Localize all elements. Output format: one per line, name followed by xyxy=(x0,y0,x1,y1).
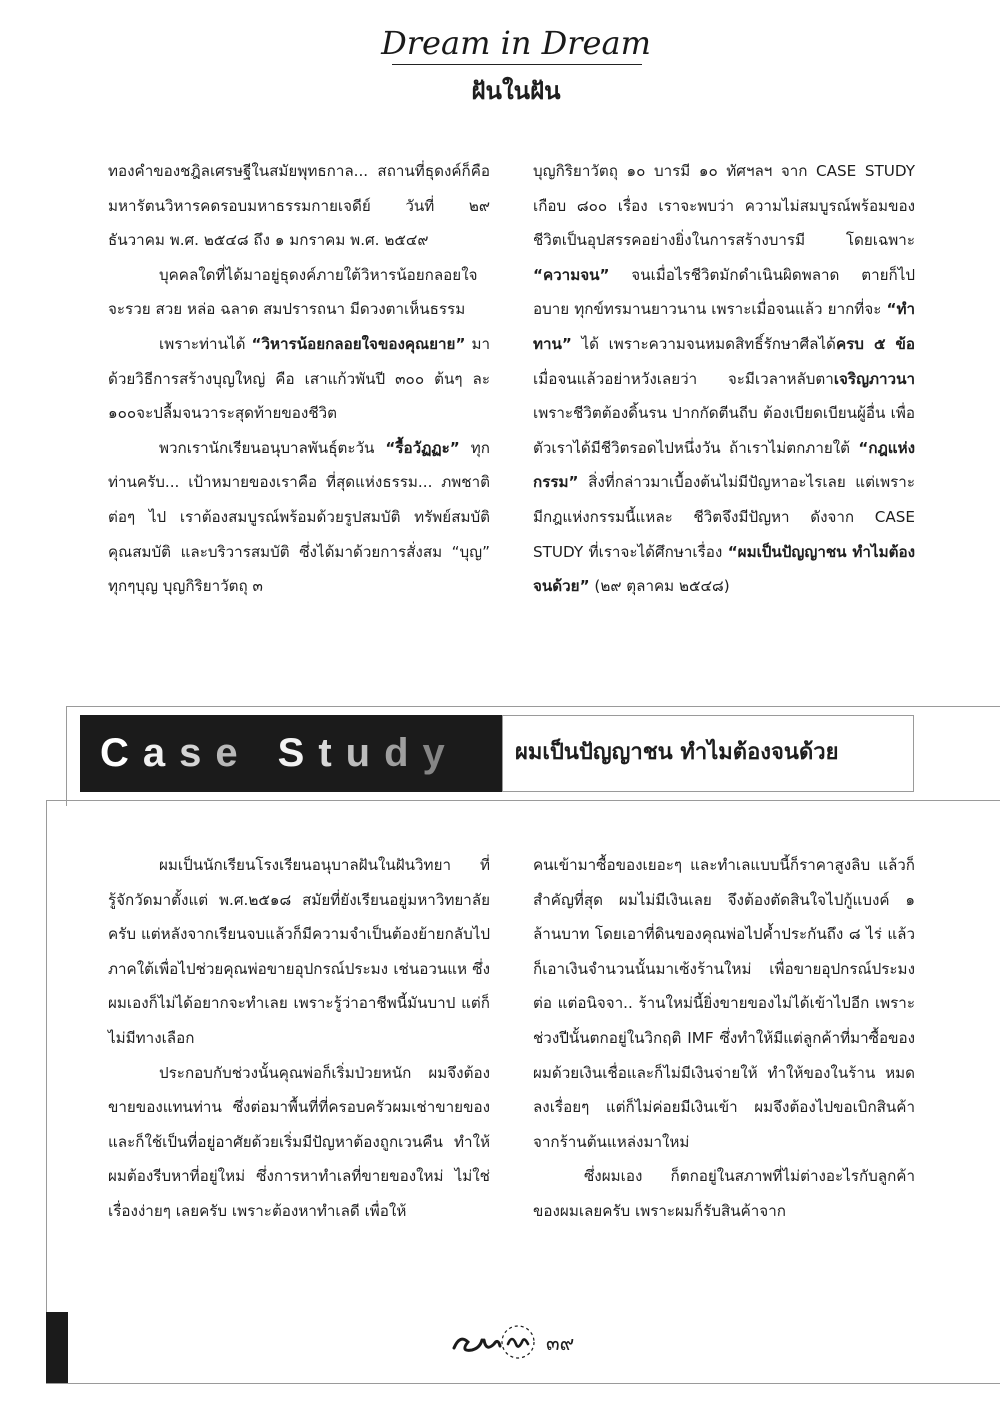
paragraph: ทองคำของชฎิลเศรษฐีในสมัยพุทธกาล... สถานที่ธุดงค์ก็คือ มหารัตนวิหารคดรอบมหาธรรมกายเจดีย์ วันที่ ๒๙ ธันวาคม พ.ศ. ๒๕๔๘ ถึง ๑ มกราคม พ.ศ. ๒๕๔๙ xyxy=(108,162,490,250)
text-run: ได้ เพราะความจนหมดสิทธิ์รักษาศีลได้ xyxy=(571,334,836,353)
case-study-letter: y xyxy=(422,731,445,775)
bottom-right-column xyxy=(533,848,915,1229)
page-footer xyxy=(450,1318,610,1368)
case-study-letter: d xyxy=(384,731,409,775)
magazine-subtitle: ฝันในฝัน xyxy=(471,77,561,105)
text-run: เมื่อจนแล้วอย่าหวังเลยว่า จะมีเวลาหลับตา xyxy=(533,369,834,388)
footer-bar xyxy=(46,1312,68,1384)
case-study-heading xyxy=(100,729,459,777)
case-study-letter: u xyxy=(345,731,371,775)
magazine-logo-icon xyxy=(450,1318,538,1364)
bottom-left-column xyxy=(108,848,490,1229)
text-run: จนเมื่อไรชีวิตมักดำเนินผิดพลาด ตายก็ไปอบาย ทุกข์ทรมานยาวนาน เพราะเมื่อจนแล้ว ยากที่จะ xyxy=(533,265,915,319)
page-number: ๓๙ xyxy=(546,1331,575,1355)
text-run: มาด้วยวิธีการสร้างบุญใหญ่ คือ เสาแก้วพันปี ๓๐๐ ต้นๆ ละ ๑๐๐จะปลื้มจนวาระสุดท้ายของชีวิต xyxy=(108,334,490,423)
case-study-letter: C xyxy=(100,731,129,775)
paragraph xyxy=(108,431,490,604)
bold-text: “วิหารน้อยกลอยใจของคุณยาย” xyxy=(251,334,466,353)
bold-text: “ความจน” xyxy=(533,265,610,284)
bold-text: “กฎแห่งกรรม” xyxy=(533,438,915,492)
case-study-letter: a xyxy=(142,731,166,775)
text-run: บุญกิริยาวัตถุ ๑๐ บารมี ๑๐ ทัศฯลฯ จาก CASE STUDY เกือบ ๘๐๐ เรื่อง เราจะพบว่า ความไม่สมบูรณ์พร้อมของชีวิตเป็นอุปสรรคอย่างยิ่งในการสร้างบารมี โดยเฉพาะ xyxy=(533,162,915,250)
case-study-title-box xyxy=(502,715,914,792)
top-right-column xyxy=(533,154,915,604)
bold-text: ครบ ๕ ข้อ xyxy=(835,334,915,353)
title-underline xyxy=(392,64,642,65)
section-frame-top xyxy=(66,706,1000,707)
paragraph: ผมเป็นนักเรียนโรงเรียนอนุบาลฝันในฝันวิทยา ที่รู้จักวัดมาตั้งแต่ พ.ศ.๒๕๑๘ สมัยที่ยังเรียนอยู่มหาวิทยาลัยครับ แต่หลังจากเรียนจบแล้วก็มีความจำเป็นต้องย้ายกลับไปภาคใต้เพื่อไปช่วยคุณพ่อขายอุปกรณ์ประมง เช่นอวนแห ซึ่งผมเองก็ไม่ได้อยากจะทำเลย เพราะรู้ว่าอาชีพนี้มันบาป แต่ก็ไม่มีทางเลือก xyxy=(108,856,490,1047)
lower-frame-top xyxy=(46,800,1000,801)
bold-text: “รื้อวัฏฏะ” xyxy=(385,438,460,457)
paragraph xyxy=(533,154,915,604)
bold-text: “ทำทาน” xyxy=(533,300,915,353)
case-study-letter: s xyxy=(179,731,202,775)
lower-frame-left xyxy=(46,800,47,1384)
text-run: เพราะชีวิตต้องดิ้นรน ปากกัดตีนถีบ ต้องเบียดเบียนผู้อื่น เพื่อตัวเราได้มีชีวิตรอดไปหนึ่งวัน ถ้าเราไม่ตกภายใต้ xyxy=(533,404,915,457)
case-study-banner xyxy=(80,715,502,792)
text-run: สิ่งที่กล่าวมาเบื้องต้นไม่มีปัญหาอะไรเลย แต่เพราะมีกฎแห่งกรรมนี้แหละ ชีวิตจึงมีปัญหา ดังจาก CASE STUDY ที่เราจะได้ศึกษาเรื่อง xyxy=(533,473,915,561)
paragraph: ซึ่งผมเอง ก็ตกอยู่ในสภาพที่ไม่ต่างอะไรกับลูกค้าของผมเลยครับ เพราะผมก็รับสินค้าจาก xyxy=(533,1167,915,1220)
section-frame-left xyxy=(66,706,67,806)
magazine-title: Dream in Dream xyxy=(381,24,651,62)
text-run: (๒๙ ตุลาคม ๒๕๔๘) xyxy=(589,577,730,596)
bold-text: “ผมเป็นปัญญาชน ทำไมต้องจนด้วย” xyxy=(533,542,915,596)
case-study-letter: t xyxy=(318,731,332,775)
case-study-letter: e xyxy=(215,731,238,775)
paragraph: บุคคลใดที่ได้มาอยู่ธุดงค์ภายใต้วิหารน้อยกลอยใจ จะรวย สวย หล่อ ฉลาด สมปรารถนา มีดวงตาเห็นธรรม xyxy=(108,265,478,319)
paragraph xyxy=(108,327,490,431)
bold-text: เจริญภาวนา xyxy=(833,369,915,388)
paragraph: คนเข้ามาซื้อของเยอะๆ และทำเลแบบนี้ก็ราคาสูงลิบ แล้วก็สำคัญที่สุด ผมไม่มีเงินเลย จึงต้องตัดสินใจไปกู้แบงค์ ๑ ล้านบาท โดยเอาที่ดินของคุณพ่อไปค้ำประกันถึง ๘ ไร่ แล้วก็เอาเงินจำนวนนั้นมาเซ้งร้านใหม่ เพื่อขายอุปกรณ์ประมงต่อ แต่อนิจจา.. ร้านใหม่นี้ยิ่งขายของไม่ได้เข้าไปอีก เพราะช่วงปีนั้นตกอยู่ในวิกฤติ IMF ซึ่งทำให้มีแต่ลูกค้าที่มาซื้อของผมด้วยเงินเชื่อและก็ไม่มีเงินจ่ายให้ ทำให้ของในร้าน หมดลงเรื่อยๆ แต่ก็ไม่ค่อยมีเงินเข้า ผมจึงต้องไปขอเบิกสินค้าจากร้านต้นแหล่งมาใหม่ xyxy=(533,856,915,1151)
text-run: พวกเรานักเรียนอนุบาลพันธุ์ตะวัน xyxy=(159,438,386,457)
footer-rule xyxy=(46,1383,1000,1384)
top-left-column xyxy=(108,154,490,604)
case-study-letter: S xyxy=(277,731,305,775)
text-run: เพราะท่านได้ xyxy=(159,334,252,353)
case-study-title: ผมเป็นปัญญาชน ทำไมต้องจนด้วย xyxy=(515,740,839,765)
text-run: ทุกท่านครับ... เป้าหมายของเราคือ ที่สุดแห่งธรรม... ภพชาติต่อๆ ไป เราต้องสมบูรณ์พร้อมด้วยรูปสมบัติ ทรัพย์สมบัติ คุณสมบัติ และบริวารสมบัติ ซึ่งได้มาด้วยการสั่งสม “บุญ” ทุกๆบุญ บุญกิริยาวัตถุ ๓ xyxy=(108,438,490,596)
paragraph: ประกอบกับช่วงนั้นคุณพ่อก็เริ่มป่วยหนัก ผมจึงต้องขายของแทนท่าน ซึ่งต่อมาพื้นที่ที่ครอบครัวผมเช่าขายของและก็ใช้เป็นที่อยู่อาศัยด้วยเริ่มมีปัญหาต้องถูกเวนคืน ทำให้ผมต้องรีบหาที่อยู่ใหม่ ซึ่งการหาทำเลที่ขายของใหม่ ไม่ใช่เรื่องง่ายๆ เลยครับ เพราะต้องหาทำเลดี เพื่อให้ xyxy=(108,1063,490,1220)
